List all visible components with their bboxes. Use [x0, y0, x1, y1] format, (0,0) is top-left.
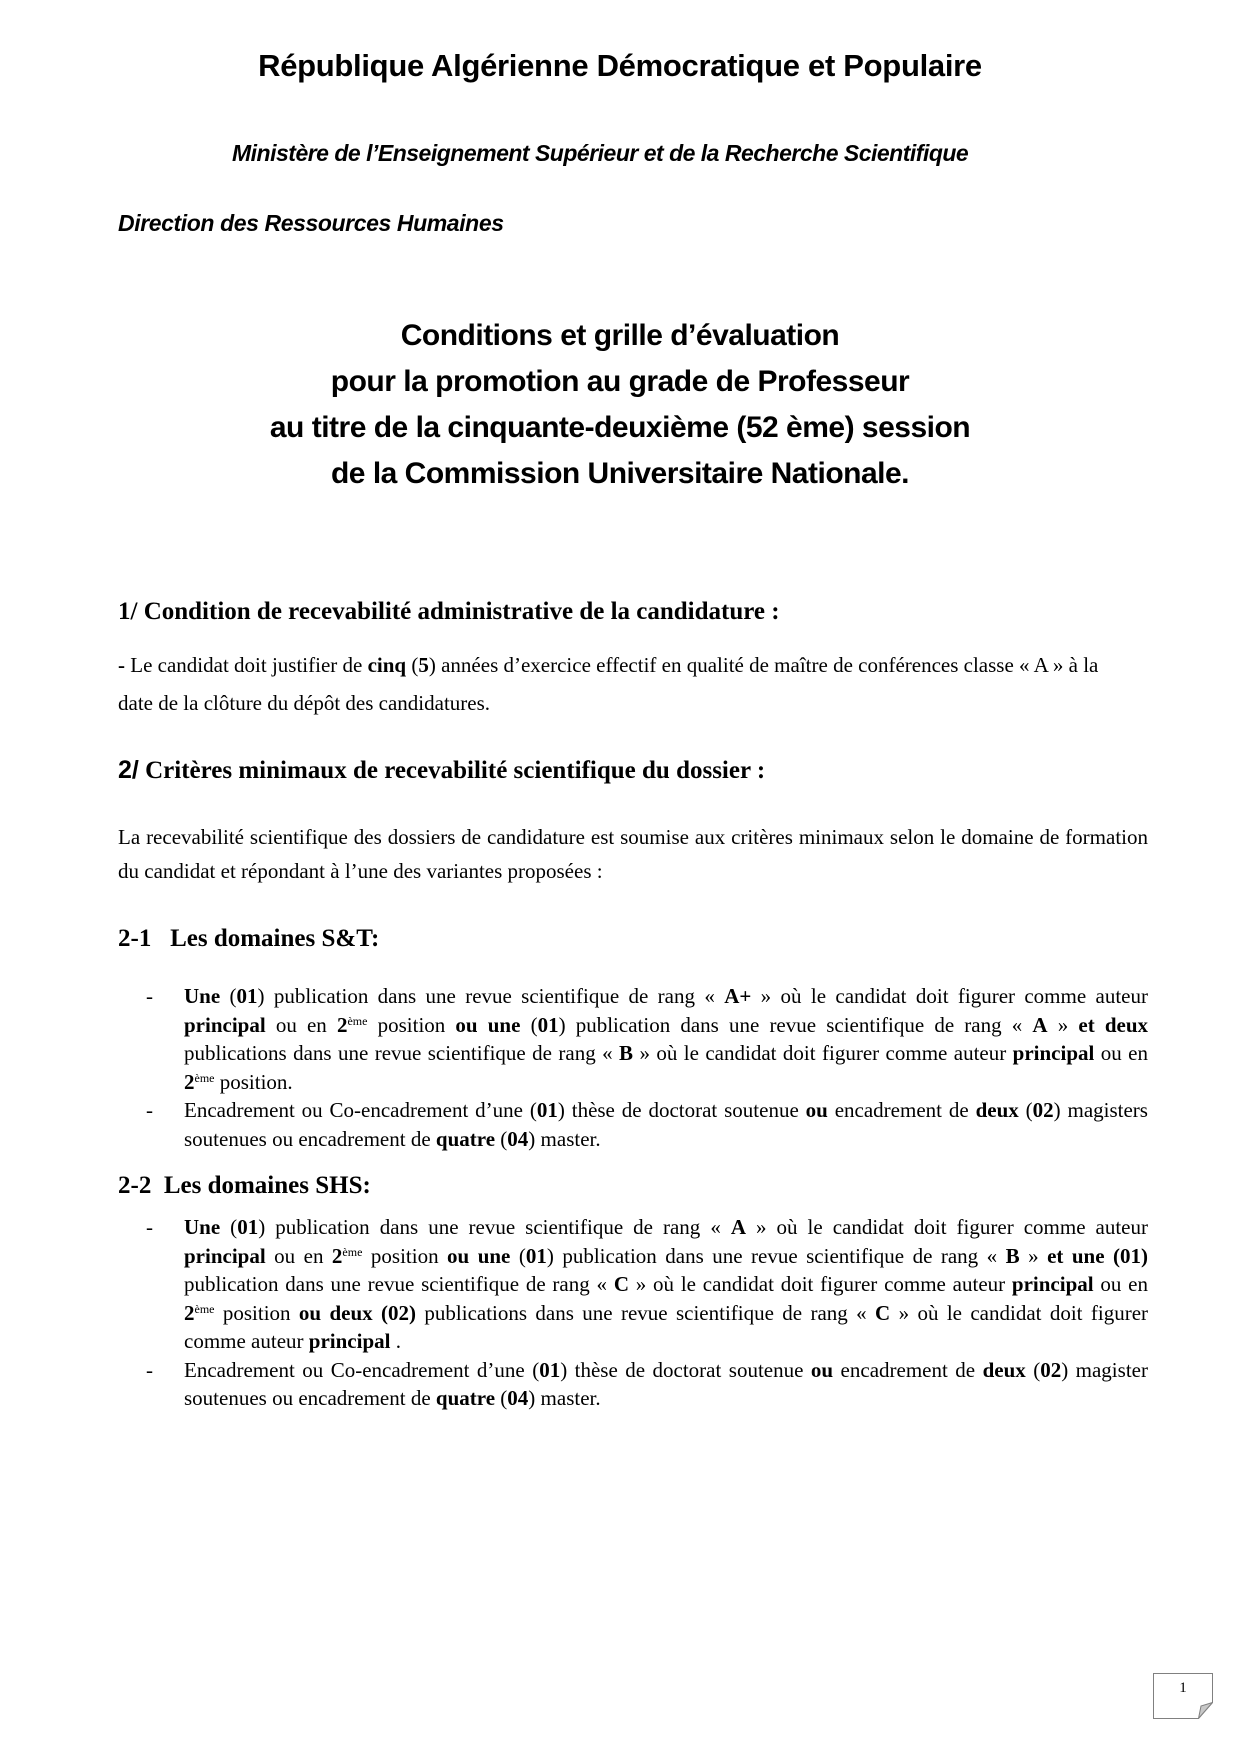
text-run: ( — [406, 653, 419, 677]
text-run: ( — [520, 1012, 538, 1037]
superscript-run: ème — [347, 1013, 368, 1028]
text-run: ) magisters soutenues ou encadrement de — [184, 1098, 1148, 1151]
text-run: ) thèse de doctorat soutenue — [557, 1098, 806, 1122]
dash-bullet: - — [146, 984, 153, 1008]
bold-run: principal — [308, 1329, 391, 1353]
bold-run: C — [613, 1272, 629, 1296]
text-run: publications dans une revue scientifique de rang « — [184, 1041, 620, 1065]
text-run: ) publication dans une revue scientifique de rang « — [258, 1215, 731, 1239]
text-run: » où le candidat doit figurer comme auteur — [746, 1215, 1148, 1239]
bold-run: A — [1032, 1012, 1048, 1037]
text-run: » où le candidat doit figurer comme auteur — [628, 1272, 1012, 1296]
title-line: de la Commission Universitaire Nationale. — [330, 457, 910, 490]
bold-run: 04 — [507, 1386, 529, 1410]
bold-run: ou une — [455, 1012, 521, 1037]
text-run: encadrement de — [827, 1098, 976, 1122]
text-run: ou en — [265, 1012, 337, 1037]
text-run: Le candidat doit justifier de — [125, 653, 368, 677]
superscript-run: ème — [342, 1244, 363, 1259]
section-2-number: 2/ — [118, 756, 139, 784]
bold-run: 01 — [236, 984, 258, 1008]
bold-run: et deux — [1078, 1012, 1149, 1037]
text-run: Encadrement ou Co-encadrement d’une ( — [184, 1357, 540, 1382]
bold-run: 01 — [536, 1098, 558, 1122]
section-2-1-list — [118, 982, 1148, 1153]
text-run: » où le candidat doit figurer comme auteur — [751, 984, 1148, 1008]
ministry-heading: Ministère de l’Enseignement Supérieur et de la Recherche Scientifique — [232, 140, 969, 166]
text-run: encadrement de — [833, 1357, 983, 1382]
bold-run: principal — [1012, 1041, 1095, 1065]
text-run: ) magister soutenues ou encadrement de — [184, 1357, 1148, 1410]
text-run — [373, 1301, 381, 1325]
list-item — [118, 1356, 1148, 1413]
text-run: ou en — [1094, 1041, 1148, 1065]
bold-run: 2 — [184, 1069, 195, 1094]
text-run: position — [214, 1300, 299, 1325]
list-item — [118, 1096, 1148, 1153]
bold-run: 01 — [525, 1243, 547, 1268]
bold-run: B — [1005, 1243, 1020, 1268]
bold-run: A+ — [724, 984, 752, 1008]
text-run: ) master. — [528, 1386, 601, 1410]
bold-run: deux — [982, 1357, 1026, 1382]
section-1-heading: 1/ Condition de recevabilité administrative de la candidature : — [118, 598, 780, 625]
dash-bullet: - — [146, 1357, 153, 1382]
bold-run: et une (01) — [1047, 1243, 1149, 1268]
bold-run: Une — [184, 984, 221, 1008]
bold-run: 04 — [507, 1126, 529, 1151]
text-run: publications dans une revue scientifique de rang « — [416, 1300, 876, 1325]
text-run: . — [390, 1329, 401, 1353]
bold-run: quatre — [435, 1126, 496, 1151]
bold-run: (02) — [381, 1300, 417, 1325]
bold-run: 01 — [539, 1357, 561, 1382]
bold-run: B — [619, 1041, 634, 1065]
bold-run: principal — [184, 1012, 266, 1037]
text-run: ) années d’exercice effectif en qualité de maître de conférences classe « A » à la date de la clôture du dépôt des candidatures. — [118, 653, 1099, 715]
text-run: ( — [495, 1126, 508, 1151]
republic-heading: République Algérienne Démocratique et Populaire — [258, 48, 982, 83]
bold-run: A — [730, 1215, 747, 1239]
section-2-1-heading: 2-1 Les domaines S&T: — [118, 925, 380, 952]
dash-bullet: - — [146, 1215, 153, 1239]
bold-run: ou — [810, 1357, 834, 1382]
text-run: ( — [510, 1243, 526, 1268]
text-run: » — [1019, 1243, 1048, 1268]
document-title — [0, 313, 1240, 497]
text-run: position. — [214, 1069, 293, 1094]
superscript-run: ème — [194, 1070, 215, 1085]
bold-run: 5 — [418, 653, 429, 677]
text-run: ) publication dans une revue scientifique de rang « — [546, 1243, 1006, 1268]
text-run: ou en — [1093, 1272, 1148, 1296]
text-run: » — [1047, 1012, 1079, 1037]
title-line: au titre de la cinquante-deuxième (52 ème) session — [269, 411, 971, 444]
section-2-2-heading: 2-2 Les domaines SHS: — [118, 1172, 371, 1199]
bold-run: quatre — [435, 1386, 496, 1410]
section-2-2-list — [118, 1213, 1148, 1413]
bold-run: principal — [184, 1243, 266, 1268]
text-run: ( — [1018, 1098, 1033, 1122]
text-run: ou en — [265, 1243, 332, 1268]
text-run: ) thèse de doctorat soutenue — [560, 1357, 811, 1382]
page-number: 1 — [1179, 1680, 1187, 1696]
text-run: » où le candidat doit figurer comme auteur — [633, 1041, 1013, 1065]
bold-run: 02 — [1040, 1357, 1062, 1382]
bold-run: 01 — [537, 1012, 559, 1037]
bold-run: ou deux — [298, 1300, 373, 1325]
superscript-run: ème — [194, 1301, 215, 1316]
section-1-paragraph — [118, 646, 1118, 722]
bold-run: Une — [184, 1215, 221, 1239]
text-run: ( — [495, 1386, 508, 1410]
bold-run: principal — [1011, 1272, 1094, 1296]
text-run: position — [362, 1243, 448, 1268]
section-2-heading — [118, 756, 765, 785]
bold-run: 01 — [237, 1215, 259, 1239]
page-number-box — [1153, 1673, 1213, 1718]
text-run: ) publication dans une revue scientifique de rang « — [257, 984, 725, 1008]
text-run: position — [367, 1012, 456, 1037]
text-run: publication dans une revue scientifique de rang « — [184, 1272, 614, 1296]
bold-run: C — [875, 1300, 891, 1325]
text-run: ( — [220, 1215, 238, 1239]
bold-run: 2 — [331, 1243, 343, 1268]
text-run: » où le candidat doit figurer comme auteur — [184, 1300, 1149, 1353]
bold-run: deux — [975, 1098, 1019, 1122]
bold-run: ou — [805, 1098, 828, 1122]
list-item — [118, 982, 1148, 1096]
text-run: ) master. — [528, 1126, 601, 1151]
bold-run: 2 — [184, 1300, 195, 1325]
bullet-mark: - — [118, 653, 125, 677]
text-run: ) publication dans une revue scientifique de rang « — [558, 1012, 1033, 1037]
text-run: Encadrement ou Co-encadrement d’une ( — [184, 1098, 537, 1122]
title-line: pour la promotion au grade de Professeur — [330, 365, 910, 398]
bold-run: ou une — [447, 1243, 511, 1268]
list-item — [118, 1213, 1148, 1356]
section-2-heading-text: Critères minimaux de recevabilité scientifique du dossier : — [138, 757, 766, 784]
bold-run: cinq — [367, 653, 407, 677]
dash-bullet: - — [146, 1098, 153, 1122]
bold-run: 02 — [1032, 1098, 1054, 1122]
text-run: ( — [1025, 1357, 1041, 1382]
section-2-intro: La recevabilité scientifique des dossiers de candidature est soumise aux critères minimaux selon le domaine de formation du candidat et répondant à l’une des variantes proposées : — [118, 825, 1148, 883]
direction-heading: Direction des Ressources Humaines — [118, 210, 504, 236]
title-line: Conditions et grille d’évaluation — [400, 319, 840, 352]
text-run: ( — [220, 984, 237, 1008]
bold-run: 2 — [336, 1012, 348, 1037]
